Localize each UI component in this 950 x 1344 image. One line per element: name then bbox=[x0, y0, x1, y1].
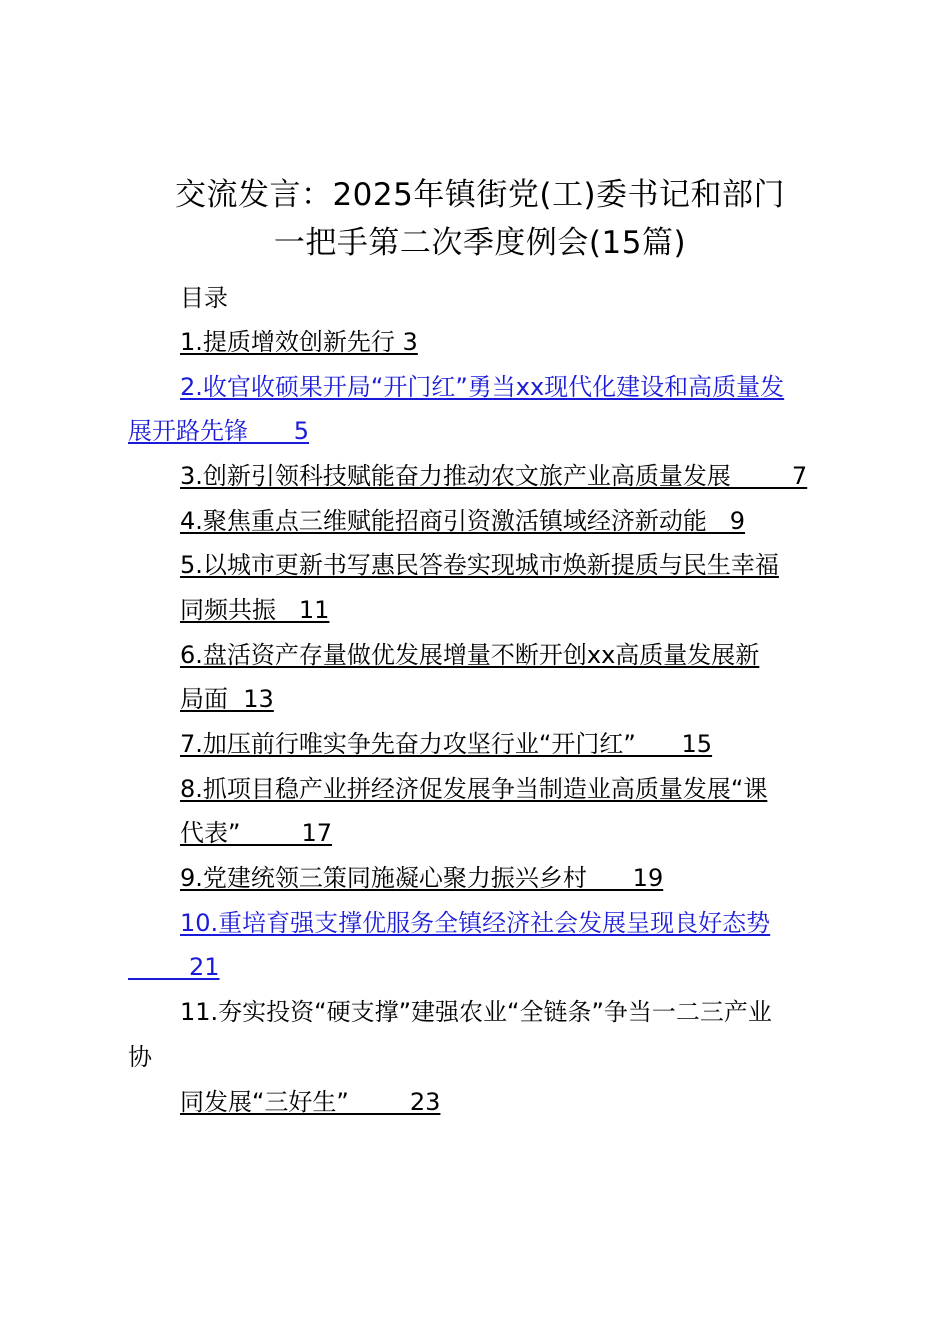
toc-entry-10-cont[interactable]: 21 bbox=[128, 953, 220, 981]
toc-entry-2-cont[interactable]: 展开路先锋 5 bbox=[128, 417, 310, 445]
toc-entry-4[interactable]: 4.聚焦重点三维赋能招商引资激活镇域经济新动能 9 bbox=[180, 507, 746, 535]
toc-entry-10[interactable]: 10.重培育强支撑优服务全镇经济社会发展呈现良好态势 bbox=[180, 909, 771, 937]
toc-entry-2[interactable]: 2.收官收硕果开局“开门红”勇当xx现代化建设和高质量发 bbox=[180, 373, 785, 401]
document-title-line-1: 交流发言：2025年镇街党(工)委书记和部门 bbox=[174, 177, 786, 213]
toc-heading: 目录 bbox=[180, 284, 228, 312]
toc-entry-3[interactable]: 3.创新引领科技赋能奋力推动农文旅产业高质量发展 7 bbox=[180, 462, 808, 490]
toc-entry-9[interactable]: 9.党建统领三策同施凝心聚力振兴乡村 19 bbox=[180, 864, 664, 892]
toc-entry-7[interactable]: 7.加压前行唯实争先奋力攻坚行业“开门红” 15 bbox=[180, 730, 713, 758]
toc-entry-5-cont[interactable]: 同频共振 11 bbox=[180, 596, 330, 624]
toc-entry-5[interactable]: 5.以城市更新书写惠民答卷实现城市焕新提质与民生幸福 bbox=[180, 551, 779, 579]
toc-entry-1[interactable]: 1.提质增效创新先行 3 bbox=[180, 328, 418, 356]
toc-entry-6[interactable]: 6.盘活资产存量做优发展增量不断开创xx高质量发展新 bbox=[180, 641, 760, 669]
toc-entry-11-cont[interactable]: 协 bbox=[128, 1043, 152, 1071]
toc-entry-11-cont-2[interactable]: 同发展“三好生” 23 bbox=[180, 1088, 441, 1116]
document-title-line-2: 一把手第二次季度例会(15篇) bbox=[273, 225, 687, 261]
toc-entry-8-cont[interactable]: 代表” 17 bbox=[180, 819, 333, 847]
toc-entry-6-cont[interactable]: 局面 13 bbox=[180, 685, 274, 713]
toc-entry-8[interactable]: 8.抓项目稳产业拼经济促发展争当制造业高质量发展“课 bbox=[180, 775, 768, 803]
toc-entry-11[interactable]: 11.夯实投资“硬支撑”建强农业“全链条”争当一二三产业 bbox=[180, 998, 772, 1026]
